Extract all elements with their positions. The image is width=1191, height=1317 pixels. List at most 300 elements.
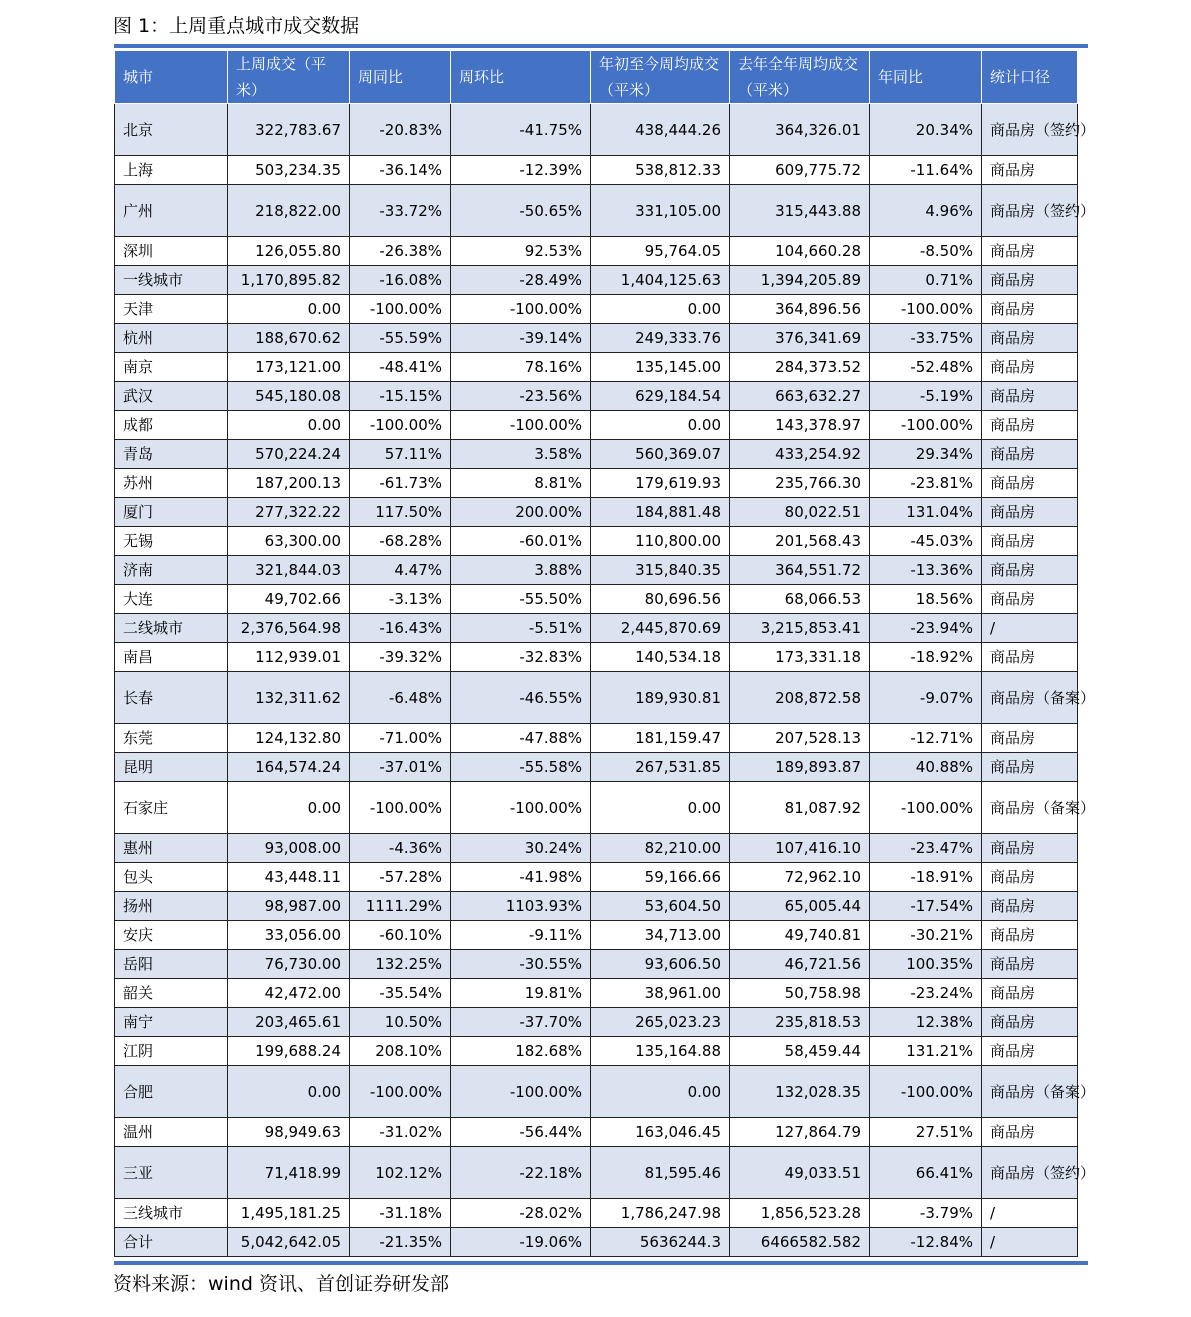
statistic-basis-cell: 商品房（备案） bbox=[982, 672, 1078, 724]
statistic-basis-cell: 商品房 bbox=[982, 834, 1078, 863]
table-row bbox=[115, 440, 1078, 469]
statistic-basis-cell: 商品房 bbox=[982, 892, 1078, 921]
statistic-basis-cell: 商品房 bbox=[982, 753, 1078, 782]
week-on-week-cell: -39.14% bbox=[451, 324, 591, 353]
weekly-volume-cell: 98,987.00 bbox=[228, 892, 350, 921]
weekly-volume-cell: 277,322.22 bbox=[228, 498, 350, 527]
weekly-yoy-cell: -68.28% bbox=[350, 527, 451, 556]
week-on-week-cell: -55.58% bbox=[451, 753, 591, 782]
weekly-volume-cell: 188,670.62 bbox=[228, 324, 350, 353]
table-row bbox=[115, 185, 1078, 237]
table-row bbox=[115, 104, 1078, 156]
column-header: 去年全年周均成交（平米） bbox=[730, 51, 870, 104]
weekly-yoy-cell: -61.73% bbox=[350, 469, 451, 498]
table-row bbox=[115, 353, 1078, 382]
weekly-volume-cell: 112,939.01 bbox=[228, 643, 350, 672]
city-cell: 南宁 bbox=[115, 1008, 228, 1037]
ytd-weekly-avg-cell: 5636244.3 bbox=[591, 1228, 730, 1257]
yoy-cell: -30.21% bbox=[870, 921, 982, 950]
weekly-yoy-cell: -36.14% bbox=[350, 156, 451, 185]
table-row bbox=[115, 892, 1078, 921]
last-year-weekly-avg-cell: 65,005.44 bbox=[730, 892, 870, 921]
table-row bbox=[115, 1066, 1078, 1118]
bottom-rule bbox=[114, 1261, 1088, 1265]
statistic-basis-cell: 商品房 bbox=[982, 266, 1078, 295]
city-cell: 韶关 bbox=[115, 979, 228, 1008]
weekly-yoy-cell: -100.00% bbox=[350, 1066, 451, 1118]
weekly-volume-cell: 0.00 bbox=[228, 1066, 350, 1118]
table-row bbox=[115, 469, 1078, 498]
last-year-weekly-avg-cell: 81,087.92 bbox=[730, 782, 870, 834]
week-on-week-cell: 19.81% bbox=[451, 979, 591, 1008]
table-row bbox=[115, 1037, 1078, 1066]
table-row bbox=[115, 782, 1078, 834]
weekly-yoy-cell: 4.47% bbox=[350, 556, 451, 585]
weekly-volume-cell: 503,234.35 bbox=[228, 156, 350, 185]
city-cell: 石家庄 bbox=[115, 782, 228, 834]
weekly-volume-cell: 1,170,895.82 bbox=[228, 266, 350, 295]
statistic-basis-cell: 商品房 bbox=[982, 643, 1078, 672]
week-on-week-cell: -30.55% bbox=[451, 950, 591, 979]
week-on-week-cell: -41.75% bbox=[451, 104, 591, 156]
ytd-weekly-avg-cell: 95,764.05 bbox=[591, 237, 730, 266]
week-on-week-cell: -55.50% bbox=[451, 585, 591, 614]
table-row bbox=[115, 1147, 1078, 1199]
weekly-volume-cell: 203,465.61 bbox=[228, 1008, 350, 1037]
last-year-weekly-avg-cell: 72,962.10 bbox=[730, 863, 870, 892]
weekly-volume-cell: 43,448.11 bbox=[228, 863, 350, 892]
yoy-cell: -23.47% bbox=[870, 834, 982, 863]
last-year-weekly-avg-cell: 6466582.582 bbox=[730, 1228, 870, 1257]
weekly-volume-cell: 33,056.00 bbox=[228, 921, 350, 950]
weekly-volume-cell: 0.00 bbox=[228, 782, 350, 834]
ytd-weekly-avg-cell: 135,164.88 bbox=[591, 1037, 730, 1066]
week-on-week-cell: -23.56% bbox=[451, 382, 591, 411]
table-row bbox=[115, 921, 1078, 950]
weekly-yoy-cell: -71.00% bbox=[350, 724, 451, 753]
city-cell: 岳阳 bbox=[115, 950, 228, 979]
weekly-yoy-cell: -100.00% bbox=[350, 295, 451, 324]
weekly-volume-cell: 71,418.99 bbox=[228, 1147, 350, 1199]
city-cell: 三亚 bbox=[115, 1147, 228, 1199]
city-cell: 扬州 bbox=[115, 892, 228, 921]
week-on-week-cell: 30.24% bbox=[451, 834, 591, 863]
weekly-yoy-cell: 208.10% bbox=[350, 1037, 451, 1066]
ytd-weekly-avg-cell: 81,595.46 bbox=[591, 1147, 730, 1199]
last-year-weekly-avg-cell: 364,326.01 bbox=[730, 104, 870, 156]
ytd-weekly-avg-cell: 0.00 bbox=[591, 411, 730, 440]
statistic-basis-cell: 商品房 bbox=[982, 324, 1078, 353]
table-row bbox=[115, 643, 1078, 672]
table-row bbox=[115, 1228, 1078, 1257]
weekly-yoy-cell: -39.32% bbox=[350, 643, 451, 672]
last-year-weekly-avg-cell: 50,758.98 bbox=[730, 979, 870, 1008]
table-row bbox=[115, 950, 1078, 979]
ytd-weekly-avg-cell: 0.00 bbox=[591, 782, 730, 834]
week-on-week-cell: -100.00% bbox=[451, 295, 591, 324]
statistic-basis-cell: 商品房 bbox=[982, 156, 1078, 185]
week-on-week-cell: 1103.93% bbox=[451, 892, 591, 921]
yoy-cell: -100.00% bbox=[870, 782, 982, 834]
ytd-weekly-avg-cell: 267,531.85 bbox=[591, 753, 730, 782]
table-row bbox=[115, 614, 1078, 643]
weekly-volume-cell: 187,200.13 bbox=[228, 469, 350, 498]
city-cell: 三线城市 bbox=[115, 1199, 228, 1228]
city-cell: 合计 bbox=[115, 1228, 228, 1257]
last-year-weekly-avg-cell: 284,373.52 bbox=[730, 353, 870, 382]
column-header: 年初至今周均成交（平米） bbox=[591, 51, 730, 104]
column-header: 周同比 bbox=[350, 51, 451, 104]
yoy-cell: -17.54% bbox=[870, 892, 982, 921]
city-cell: 武汉 bbox=[115, 382, 228, 411]
statistic-basis-cell: 商品房 bbox=[982, 1037, 1078, 1066]
ytd-weekly-avg-cell: 1,404,125.63 bbox=[591, 266, 730, 295]
table-row bbox=[115, 156, 1078, 185]
weekly-volume-cell: 545,180.08 bbox=[228, 382, 350, 411]
last-year-weekly-avg-cell: 201,568.43 bbox=[730, 527, 870, 556]
weekly-volume-cell: 49,702.66 bbox=[228, 585, 350, 614]
ytd-weekly-avg-cell: 1,786,247.98 bbox=[591, 1199, 730, 1228]
week-on-week-cell: -47.88% bbox=[451, 724, 591, 753]
yoy-cell: 29.34% bbox=[870, 440, 982, 469]
weekly-yoy-cell: -3.13% bbox=[350, 585, 451, 614]
weekly-volume-cell: 0.00 bbox=[228, 295, 350, 324]
last-year-weekly-avg-cell: 609,775.72 bbox=[730, 156, 870, 185]
table-row bbox=[115, 527, 1078, 556]
statistic-basis-cell: 商品房 bbox=[982, 724, 1078, 753]
ytd-weekly-avg-cell: 438,444.26 bbox=[591, 104, 730, 156]
last-year-weekly-avg-cell: 364,896.56 bbox=[730, 295, 870, 324]
table-row bbox=[115, 556, 1078, 585]
last-year-weekly-avg-cell: 58,459.44 bbox=[730, 1037, 870, 1066]
weekly-yoy-cell: 57.11% bbox=[350, 440, 451, 469]
table-row bbox=[115, 324, 1078, 353]
last-year-weekly-avg-cell: 376,341.69 bbox=[730, 324, 870, 353]
statistic-basis-cell: 商品房 bbox=[982, 498, 1078, 527]
last-year-weekly-avg-cell: 208,872.58 bbox=[730, 672, 870, 724]
weekly-yoy-cell: -4.36% bbox=[350, 834, 451, 863]
last-year-weekly-avg-cell: 364,551.72 bbox=[730, 556, 870, 585]
last-year-weekly-avg-cell: 3,215,853.41 bbox=[730, 614, 870, 643]
statistic-basis-cell: / bbox=[982, 1228, 1078, 1257]
city-cell: 深圳 bbox=[115, 237, 228, 266]
week-on-week-cell: -46.55% bbox=[451, 672, 591, 724]
last-year-weekly-avg-cell: 132,028.35 bbox=[730, 1066, 870, 1118]
last-year-weekly-avg-cell: 433,254.92 bbox=[730, 440, 870, 469]
last-year-weekly-avg-cell: 127,864.79 bbox=[730, 1118, 870, 1147]
figure-title: 图 1：上周重点城市成交数据 bbox=[113, 15, 360, 37]
weekly-yoy-cell: -35.54% bbox=[350, 979, 451, 1008]
yoy-cell: -11.64% bbox=[870, 156, 982, 185]
last-year-weekly-avg-cell: 107,416.10 bbox=[730, 834, 870, 863]
yoy-cell: -18.91% bbox=[870, 863, 982, 892]
ytd-weekly-avg-cell: 629,184.54 bbox=[591, 382, 730, 411]
yoy-cell: 131.21% bbox=[870, 1037, 982, 1066]
weekly-yoy-cell: -16.08% bbox=[350, 266, 451, 295]
statistic-basis-cell: 商品房 bbox=[982, 382, 1078, 411]
yoy-cell: 18.56% bbox=[870, 585, 982, 614]
yoy-cell: -23.94% bbox=[870, 614, 982, 643]
week-on-week-cell: -9.11% bbox=[451, 921, 591, 950]
city-cell: 东莞 bbox=[115, 724, 228, 753]
week-on-week-cell: -56.44% bbox=[451, 1118, 591, 1147]
statistic-basis-cell: 商品房 bbox=[982, 921, 1078, 950]
table-row bbox=[115, 753, 1078, 782]
statistic-basis-cell: 商品房（备案） bbox=[982, 782, 1078, 834]
table-row bbox=[115, 411, 1078, 440]
yoy-cell: -23.81% bbox=[870, 469, 982, 498]
yoy-cell: 4.96% bbox=[870, 185, 982, 237]
statistic-basis-cell: 商品房 bbox=[982, 411, 1078, 440]
weekly-volume-cell: 199,688.24 bbox=[228, 1037, 350, 1066]
week-on-week-cell: -32.83% bbox=[451, 643, 591, 672]
weekly-volume-cell: 1,495,181.25 bbox=[228, 1199, 350, 1228]
ytd-weekly-avg-cell: 331,105.00 bbox=[591, 185, 730, 237]
ytd-weekly-avg-cell: 53,604.50 bbox=[591, 892, 730, 921]
yoy-cell: -45.03% bbox=[870, 527, 982, 556]
last-year-weekly-avg-cell: 189,893.87 bbox=[730, 753, 870, 782]
column-header: 城市 bbox=[115, 51, 228, 104]
yoy-cell: -23.24% bbox=[870, 979, 982, 1008]
column-header: 上周成交（平米） bbox=[228, 51, 350, 104]
week-on-week-cell: -100.00% bbox=[451, 411, 591, 440]
yoy-cell: -18.92% bbox=[870, 643, 982, 672]
city-cell: 二线城市 bbox=[115, 614, 228, 643]
table-row bbox=[115, 585, 1078, 614]
last-year-weekly-avg-cell: 143,378.97 bbox=[730, 411, 870, 440]
weekly-volume-cell: 322,783.67 bbox=[228, 104, 350, 156]
city-cell: 苏州 bbox=[115, 469, 228, 498]
yoy-cell: 12.38% bbox=[870, 1008, 982, 1037]
yoy-cell: -52.48% bbox=[870, 353, 982, 382]
city-cell: 包头 bbox=[115, 863, 228, 892]
ytd-weekly-avg-cell: 110,800.00 bbox=[591, 527, 730, 556]
source-note: 资料来源：wind 资讯、首创证券研发部 bbox=[113, 1273, 449, 1295]
statistic-basis-cell: 商品房（签约） bbox=[982, 1147, 1078, 1199]
city-cell: 上海 bbox=[115, 156, 228, 185]
table-row bbox=[115, 295, 1078, 324]
yoy-cell: 40.88% bbox=[870, 753, 982, 782]
yoy-cell: -9.07% bbox=[870, 672, 982, 724]
week-on-week-cell: 200.00% bbox=[451, 498, 591, 527]
ytd-weekly-avg-cell: 59,166.66 bbox=[591, 863, 730, 892]
weekly-yoy-cell: 10.50% bbox=[350, 1008, 451, 1037]
city-cell: 厦门 bbox=[115, 498, 228, 527]
ytd-weekly-avg-cell: 249,333.76 bbox=[591, 324, 730, 353]
week-on-week-cell: -28.02% bbox=[451, 1199, 591, 1228]
column-header: 年同比 bbox=[870, 51, 982, 104]
city-cell: 合肥 bbox=[115, 1066, 228, 1118]
weekly-volume-cell: 76,730.00 bbox=[228, 950, 350, 979]
yoy-cell: -100.00% bbox=[870, 1066, 982, 1118]
week-on-week-cell: -28.49% bbox=[451, 266, 591, 295]
yoy-cell: 27.51% bbox=[870, 1118, 982, 1147]
yoy-cell: -13.36% bbox=[870, 556, 982, 585]
weekly-yoy-cell: 1111.29% bbox=[350, 892, 451, 921]
city-cell: 青岛 bbox=[115, 440, 228, 469]
ytd-weekly-avg-cell: 93,606.50 bbox=[591, 950, 730, 979]
city-cell: 安庆 bbox=[115, 921, 228, 950]
ytd-weekly-avg-cell: 34,713.00 bbox=[591, 921, 730, 950]
city-cell: 大连 bbox=[115, 585, 228, 614]
ytd-weekly-avg-cell: 38,961.00 bbox=[591, 979, 730, 1008]
weekly-yoy-cell: -48.41% bbox=[350, 353, 451, 382]
week-on-week-cell: -19.06% bbox=[451, 1228, 591, 1257]
weekly-volume-cell: 2,376,564.98 bbox=[228, 614, 350, 643]
yoy-cell: 20.34% bbox=[870, 104, 982, 156]
column-header: 周环比 bbox=[451, 51, 591, 104]
statistic-basis-cell: 商品房（签约） bbox=[982, 104, 1078, 156]
ytd-weekly-avg-cell: 2,445,870.69 bbox=[591, 614, 730, 643]
weekly-yoy-cell: -26.38% bbox=[350, 237, 451, 266]
city-cell: 成都 bbox=[115, 411, 228, 440]
ytd-weekly-avg-cell: 0.00 bbox=[591, 1066, 730, 1118]
ytd-weekly-avg-cell: 135,145.00 bbox=[591, 353, 730, 382]
week-on-week-cell: -41.98% bbox=[451, 863, 591, 892]
statistic-basis-cell: 商品房 bbox=[982, 440, 1078, 469]
statistic-basis-cell: 商品房 bbox=[982, 950, 1078, 979]
last-year-weekly-avg-cell: 207,528.13 bbox=[730, 724, 870, 753]
weekly-yoy-cell: -15.15% bbox=[350, 382, 451, 411]
yoy-cell: -5.19% bbox=[870, 382, 982, 411]
weekly-yoy-cell: -33.72% bbox=[350, 185, 451, 237]
last-year-weekly-avg-cell: 104,660.28 bbox=[730, 237, 870, 266]
table-row bbox=[115, 1008, 1078, 1037]
week-on-week-cell: -22.18% bbox=[451, 1147, 591, 1199]
statistic-basis-cell: 商品房 bbox=[982, 585, 1078, 614]
weekly-yoy-cell: -31.18% bbox=[350, 1199, 451, 1228]
yoy-cell: -12.84% bbox=[870, 1228, 982, 1257]
week-on-week-cell: -60.01% bbox=[451, 527, 591, 556]
yoy-cell: -33.75% bbox=[870, 324, 982, 353]
city-cell: 昆明 bbox=[115, 753, 228, 782]
weekly-volume-cell: 42,472.00 bbox=[228, 979, 350, 1008]
weekly-yoy-cell: -37.01% bbox=[350, 753, 451, 782]
city-cell: 杭州 bbox=[115, 324, 228, 353]
ytd-weekly-avg-cell: 140,534.18 bbox=[591, 643, 730, 672]
week-on-week-cell: -5.51% bbox=[451, 614, 591, 643]
weekly-volume-cell: 98,949.63 bbox=[228, 1118, 350, 1147]
weekly-volume-cell: 124,132.80 bbox=[228, 724, 350, 753]
week-on-week-cell: -100.00% bbox=[451, 782, 591, 834]
ytd-weekly-avg-cell: 82,210.00 bbox=[591, 834, 730, 863]
weekly-yoy-cell: -20.83% bbox=[350, 104, 451, 156]
column-header: 统计口径 bbox=[982, 51, 1078, 104]
top-rule bbox=[114, 44, 1088, 48]
last-year-weekly-avg-cell: 49,740.81 bbox=[730, 921, 870, 950]
yoy-cell: 100.35% bbox=[870, 950, 982, 979]
last-year-weekly-avg-cell: 173,331.18 bbox=[730, 643, 870, 672]
statistic-basis-cell: 商品房 bbox=[982, 469, 1078, 498]
yoy-cell: 131.04% bbox=[870, 498, 982, 527]
weekly-volume-cell: 63,300.00 bbox=[228, 527, 350, 556]
ytd-weekly-avg-cell: 315,840.35 bbox=[591, 556, 730, 585]
statistic-basis-cell: 商品房（签约） bbox=[982, 185, 1078, 237]
week-on-week-cell: 8.81% bbox=[451, 469, 591, 498]
city-cell: 一线城市 bbox=[115, 266, 228, 295]
city-cell: 南昌 bbox=[115, 643, 228, 672]
statistic-basis-cell: 商品房 bbox=[982, 1118, 1078, 1147]
weekly-volume-cell: 173,121.00 bbox=[228, 353, 350, 382]
week-on-week-cell: 3.58% bbox=[451, 440, 591, 469]
week-on-week-cell: -50.65% bbox=[451, 185, 591, 237]
week-on-week-cell: 78.16% bbox=[451, 353, 591, 382]
statistic-basis-cell: / bbox=[982, 614, 1078, 643]
last-year-weekly-avg-cell: 235,818.53 bbox=[730, 1008, 870, 1037]
yoy-cell: -100.00% bbox=[870, 411, 982, 440]
ytd-weekly-avg-cell: 189,930.81 bbox=[591, 672, 730, 724]
table-row bbox=[115, 979, 1078, 1008]
table-header-row bbox=[115, 51, 1078, 104]
statistic-basis-cell: 商品房 bbox=[982, 979, 1078, 1008]
statistic-basis-cell: 商品房 bbox=[982, 556, 1078, 585]
weekly-yoy-cell: 117.50% bbox=[350, 498, 451, 527]
ytd-weekly-avg-cell: 538,812.33 bbox=[591, 156, 730, 185]
ytd-weekly-avg-cell: 163,046.45 bbox=[591, 1118, 730, 1147]
city-cell: 天津 bbox=[115, 295, 228, 324]
statistic-basis-cell: 商品房 bbox=[982, 863, 1078, 892]
city-cell: 南京 bbox=[115, 353, 228, 382]
city-cell: 广州 bbox=[115, 185, 228, 237]
ytd-weekly-avg-cell: 265,023.23 bbox=[591, 1008, 730, 1037]
city-cell: 江阴 bbox=[115, 1037, 228, 1066]
last-year-weekly-avg-cell: 663,632.27 bbox=[730, 382, 870, 411]
weekly-yoy-cell: 102.12% bbox=[350, 1147, 451, 1199]
statistic-basis-cell: 商品房 bbox=[982, 237, 1078, 266]
city-cell: 无锡 bbox=[115, 527, 228, 556]
weekly-yoy-cell: -100.00% bbox=[350, 782, 451, 834]
weekly-yoy-cell: -16.43% bbox=[350, 614, 451, 643]
weekly-volume-cell: 5,042,642.05 bbox=[228, 1228, 350, 1257]
city-cell: 温州 bbox=[115, 1118, 228, 1147]
city-cell: 长春 bbox=[115, 672, 228, 724]
table-row bbox=[115, 1199, 1078, 1228]
ytd-weekly-avg-cell: 179,619.93 bbox=[591, 469, 730, 498]
table-row bbox=[115, 863, 1078, 892]
last-year-weekly-avg-cell: 235,766.30 bbox=[730, 469, 870, 498]
statistic-basis-cell: 商品房 bbox=[982, 295, 1078, 324]
weekly-yoy-cell: 132.25% bbox=[350, 950, 451, 979]
yoy-cell: -100.00% bbox=[870, 295, 982, 324]
ytd-weekly-avg-cell: 184,881.48 bbox=[591, 498, 730, 527]
weekly-yoy-cell: -60.10% bbox=[350, 921, 451, 950]
last-year-weekly-avg-cell: 315,443.88 bbox=[730, 185, 870, 237]
week-on-week-cell: 3.88% bbox=[451, 556, 591, 585]
weekly-volume-cell: 321,844.03 bbox=[228, 556, 350, 585]
table-row bbox=[115, 498, 1078, 527]
weekly-volume-cell: 126,055.80 bbox=[228, 237, 350, 266]
last-year-weekly-avg-cell: 68,066.53 bbox=[730, 585, 870, 614]
yoy-cell: -3.79% bbox=[870, 1199, 982, 1228]
weekly-yoy-cell: -31.02% bbox=[350, 1118, 451, 1147]
city-transaction-table bbox=[114, 50, 1096, 1257]
weekly-volume-cell: 570,224.24 bbox=[228, 440, 350, 469]
table-row bbox=[115, 1118, 1078, 1147]
last-year-weekly-avg-cell: 46,721.56 bbox=[730, 950, 870, 979]
statistic-basis-cell: 商品房 bbox=[982, 353, 1078, 382]
statistic-basis-cell: / bbox=[982, 1199, 1078, 1228]
weekly-volume-cell: 0.00 bbox=[228, 411, 350, 440]
weekly-volume-cell: 93,008.00 bbox=[228, 834, 350, 863]
last-year-weekly-avg-cell: 80,022.51 bbox=[730, 498, 870, 527]
week-on-week-cell: -12.39% bbox=[451, 156, 591, 185]
last-year-weekly-avg-cell: 1,394,205.89 bbox=[730, 266, 870, 295]
ytd-weekly-avg-cell: 80,696.56 bbox=[591, 585, 730, 614]
city-cell: 北京 bbox=[115, 104, 228, 156]
weekly-yoy-cell: -57.28% bbox=[350, 863, 451, 892]
week-on-week-cell: 182.68% bbox=[451, 1037, 591, 1066]
weekly-yoy-cell: -21.35% bbox=[350, 1228, 451, 1257]
